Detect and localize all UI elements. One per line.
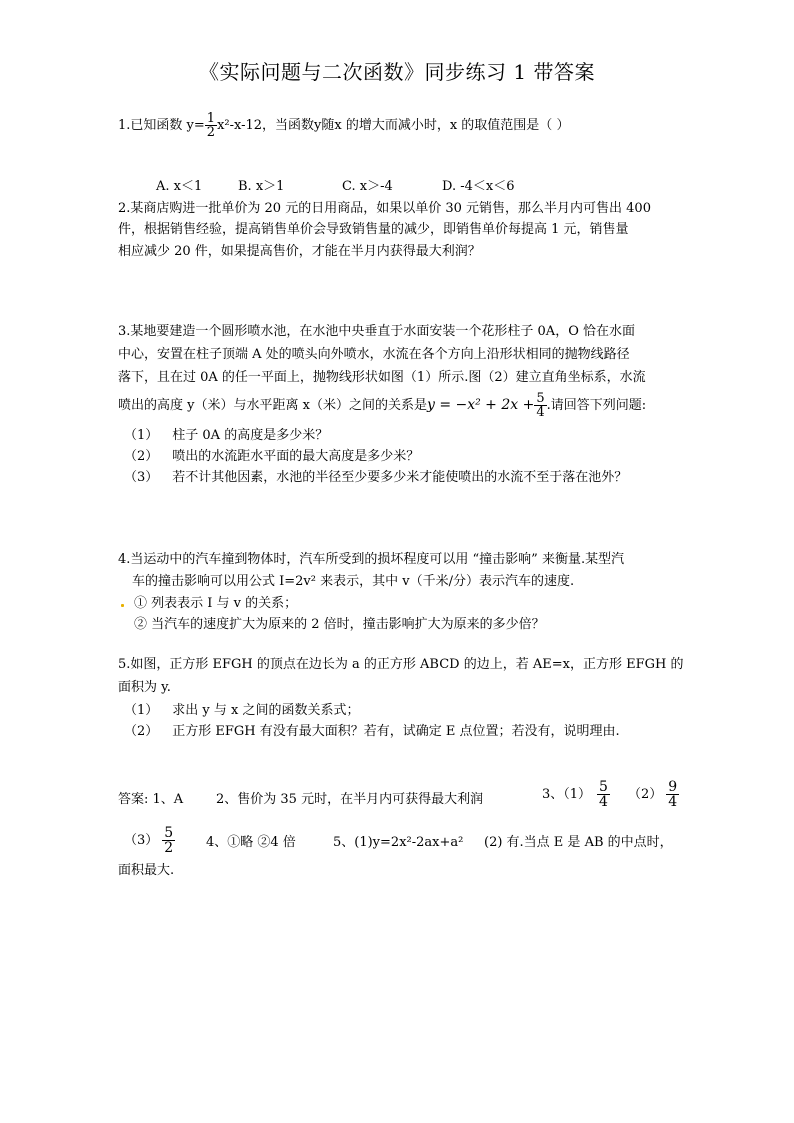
answer-2: 2、售价为 35 元时，在半月内可获得最大利润	[216, 792, 484, 807]
q5-sub-2-text: 正方形 EFGH 有没有最大面积？若有，试确定 E 点位置；若没有，说明理由.	[172, 724, 620, 739]
q4-line-2: 车的撞击影响可以用公式 I=2v² 来表示，其中 v（千米/分）表示汽车的速度.	[132, 574, 575, 589]
answer-3-2-den: 4	[668, 794, 678, 810]
q3-line-1: 3.某地要建造一个圆形喷水池，在水池中央垂直于水面安装一个花形柱子 0A，O 恰在水面	[118, 324, 635, 339]
answer-3-3-num: 5	[164, 825, 174, 841]
q5-sub-2	[124, 725, 620, 739]
margin-mark	[121, 604, 124, 607]
q1-frac-den: 2	[206, 125, 216, 140]
q3-formula-den: 4	[536, 405, 545, 420]
q3-sub-2	[124, 450, 419, 464]
q3-sub-2-text: 喷出的水流距水平面的最大高度是多少米？	[172, 449, 420, 464]
answer-1: 答案: 1、A	[118, 792, 184, 807]
q1-prefix: 1.已知函数 y=	[118, 118, 205, 133]
q3-sub-1	[124, 429, 328, 443]
q1-suffix: x²-x-12，当函数y随x 的增大而减小时，x 的取值范围是（ ）	[217, 118, 570, 133]
q3-line-4	[118, 392, 646, 419]
q3-sub-1-no: （1）	[124, 428, 159, 443]
q3-formula-fraction	[534, 392, 546, 419]
q4-line-1: 4.当运动中的汽车撞到物体时，汽车所受到的损坏程度可以用 “撞击影响” 来衡量.某型汽	[118, 552, 625, 567]
question-1	[118, 112, 569, 139]
q3-sub-1-text: 柱子 0A 的高度是多少米？	[172, 428, 329, 443]
page-title: 《实际问题与二次函数》同步练习 1 带答案	[199, 60, 595, 84]
answer-3-part-3	[124, 826, 175, 855]
q3-sub-2-no: （2）	[124, 449, 159, 464]
answer-3-3-den: 2	[164, 840, 174, 856]
answer-3-1-den: 4	[599, 794, 608, 810]
q1-option-a: A. x＜1	[156, 179, 203, 194]
q4-sub-1: ① 列表表示 I 与 v 的关系；	[134, 596, 298, 611]
q1-fraction	[205, 112, 217, 139]
answer-4: 4、①略 ②4 倍	[206, 835, 296, 850]
q3-line4-prefix: 喷出的高度 y（米）与水平距离 x（米）之间的关系是	[118, 398, 427, 413]
q3-sub-3	[124, 471, 627, 485]
q2-line-3: 相应减少 20 件，如果提高售价，才能在半月内获得最大利润？	[118, 244, 481, 259]
q2-line-1: 2.某商店购进一批单价为 20 元的日用商品，如果以单价 30 元销售，那么半月内可售出 400	[118, 201, 651, 216]
answer-3-label: 3、（1）	[542, 787, 592, 802]
answer-3-part-1	[542, 780, 679, 809]
answer-5-part-3: 面积最大.	[118, 863, 175, 878]
q5-sub-1-no: （1）	[124, 703, 159, 718]
q3-line-2: 中心，安置在柱子顶端 A 处的喷头向外喷水，水流在各个方向上沿形状相同的抛物线路径	[118, 347, 630, 362]
answer-3-2-fraction	[666, 780, 679, 809]
q5-sub-2-no: （2）	[124, 724, 159, 739]
q2-line-2: 件，根据销售经验，提高销售单价会导致销售量的减少，即销售单价每提高 1 元，销售量	[118, 222, 629, 237]
answer-5-part-2: (2) 有.当点 E 是 AB 的中点时，	[484, 835, 673, 850]
answer-3-3-label: （3）	[124, 833, 159, 848]
q3-line-3: 落下，且在过 0A 的任一平面上，抛物线形状如图（1）所示.图（2）建立直角坐标系，水流	[118, 370, 646, 385]
q1-frac-num: 1	[206, 111, 216, 126]
q5-sub-1-text: 求出 y 与 x 之间的函数关系式；	[172, 703, 360, 718]
answer-3-2-label: （2）	[627, 787, 663, 802]
q3-formula: y = −x² + 2x +	[426, 397, 535, 413]
q1-option-d: D. -4＜x＜6	[442, 179, 515, 194]
q3-sub-3-no: （3）	[124, 470, 159, 485]
q4-sub-2: ② 当汽车的速度扩大为原来的 2 倍时，撞击影响扩大为原来的多少倍？	[134, 617, 545, 632]
answer-5-part-1: 5、(1)y=2x²-2ax+a²	[333, 835, 464, 850]
q3-sub-3-text: 若不计其他因素，水池的半径至少要多少米才能使喷出的水流不至于落在池外？	[172, 470, 628, 485]
q5-sub-1	[124, 704, 360, 718]
q3-formula-num: 5	[536, 391, 545, 406]
q1-option-b: B. x＞1	[238, 179, 285, 194]
q3-line4-suffix: .请回答下列问题:	[546, 398, 647, 413]
q5-line-1: 5.如图，正方形 EFGH 的顶点在边长为 a 的正方形 ABCD 的边上，若 AE=x，正方形 EFGH 的	[118, 657, 684, 672]
answer-3-1-fraction	[597, 780, 610, 809]
q1-option-c: C. x＞-4	[342, 179, 393, 194]
answer-3-2-num: 9	[668, 779, 678, 795]
answer-3-3-fraction	[162, 826, 175, 855]
q5-line-2: 面积为 y.	[118, 680, 171, 695]
answer-3-1-num: 5	[599, 779, 608, 795]
